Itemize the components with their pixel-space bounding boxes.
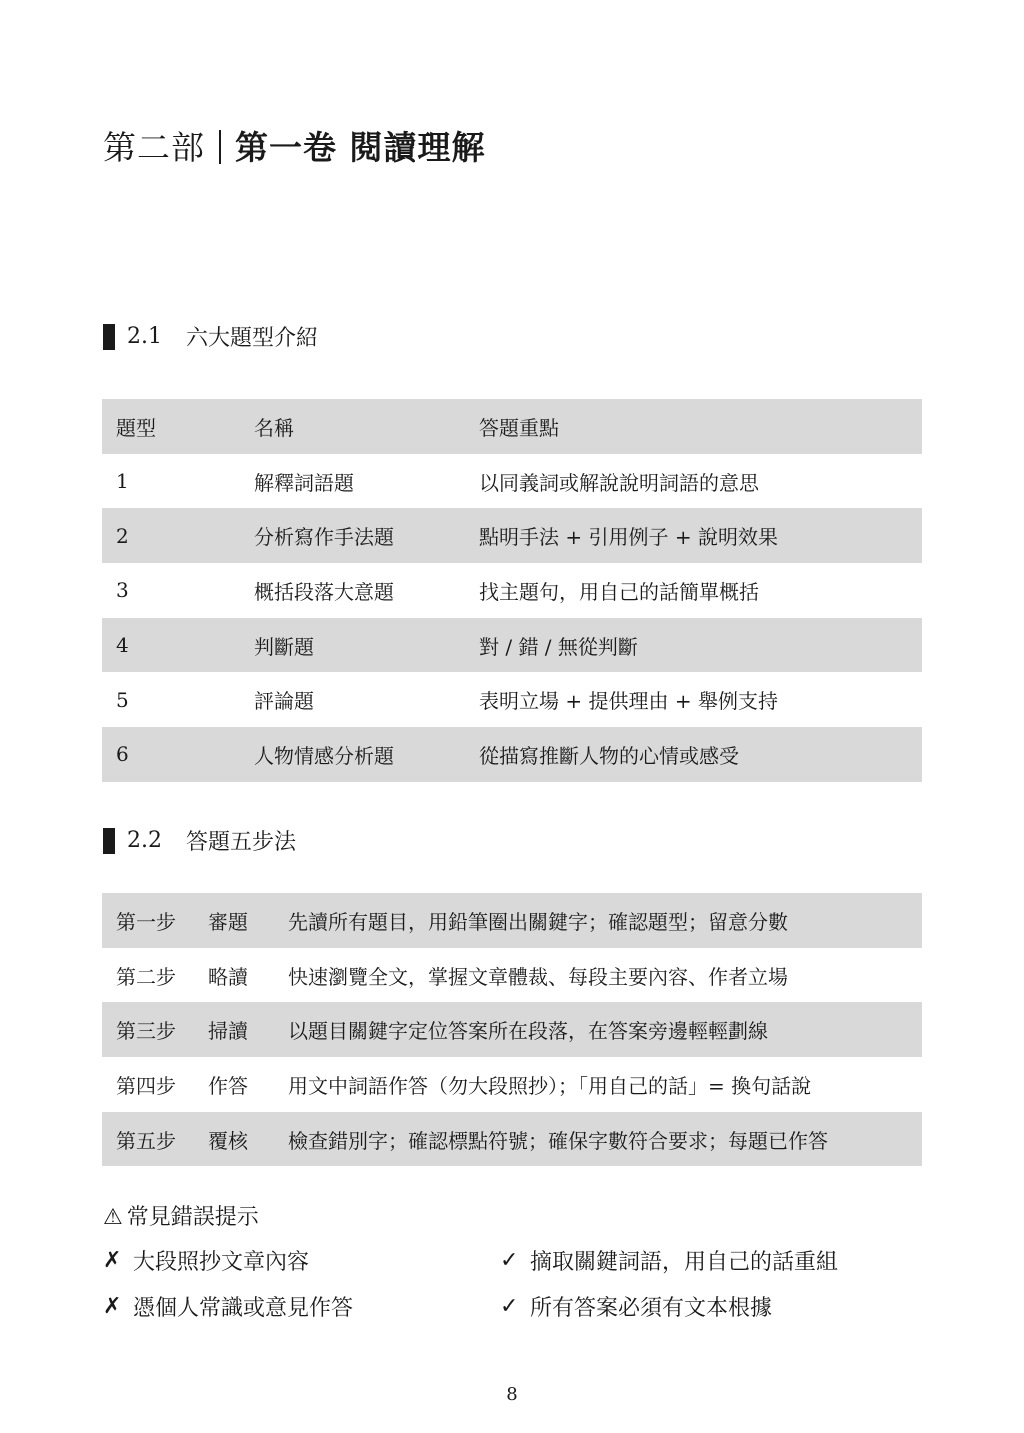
warning-icon: ⚠ bbox=[103, 1205, 123, 1230]
header-name: 名稱 bbox=[254, 415, 294, 440]
cross-icon: ✗ bbox=[103, 1248, 122, 1273]
type-number: 3 bbox=[116, 578, 129, 603]
tips-title bbox=[103, 1200, 259, 1231]
section-marker bbox=[103, 828, 115, 854]
step-label: 第五步 bbox=[116, 1128, 176, 1153]
step-label: 第一步 bbox=[116, 909, 176, 934]
step-description: 先讀所有題目，用鉛筆圈出關鍵字；確認題型；留意分數 bbox=[288, 909, 788, 934]
right-tip bbox=[500, 1245, 838, 1276]
table-row bbox=[102, 454, 922, 509]
header-focus: 答題重點 bbox=[479, 415, 559, 440]
right-tip-text: 摘取關鍵詞語，用自己的話重組 bbox=[530, 1250, 839, 1275]
type-name: 概括段落大意題 bbox=[254, 579, 394, 604]
table-header-row bbox=[102, 399, 922, 454]
question-types-table bbox=[102, 399, 922, 782]
right-tip-text: 所有答案必須有文本根據 bbox=[530, 1296, 773, 1321]
wrong-tip-text: 大段照抄文章內容 bbox=[133, 1250, 310, 1275]
section-marker bbox=[103, 324, 115, 350]
step-name: 覆核 bbox=[208, 1128, 248, 1153]
check-icon: ✓ bbox=[500, 1294, 519, 1319]
step-name: 掃讀 bbox=[208, 1019, 248, 1044]
wrong-tip bbox=[103, 1291, 353, 1322]
type-focus: 表明立場 + 提供理由 + 舉例支持 bbox=[479, 689, 778, 714]
five-steps-table bbox=[102, 893, 922, 1166]
step-description: 檢查錯別字；確認標點符號；確保字數符合要求；每題已作答 bbox=[288, 1128, 828, 1153]
section-heading-2-2 bbox=[103, 825, 296, 856]
type-focus: 從描寫推斷人物的心情或感受 bbox=[479, 743, 739, 768]
table-row bbox=[102, 563, 922, 618]
check-icon: ✓ bbox=[500, 1248, 519, 1273]
type-name: 判斷題 bbox=[254, 634, 314, 659]
type-number: 2 bbox=[116, 523, 129, 548]
section-heading-2-1 bbox=[103, 321, 318, 352]
table-row bbox=[102, 893, 922, 948]
section-number: 2.1 bbox=[127, 324, 162, 349]
page-title bbox=[103, 122, 486, 169]
cross-icon: ✗ bbox=[103, 1294, 122, 1319]
step-label: 第二步 bbox=[116, 964, 176, 989]
table-row bbox=[102, 1057, 922, 1112]
step-description: 用文中詞語作答（勿大段照抄）；「用自己的話」= 換句話說 bbox=[288, 1073, 812, 1098]
header-type: 題型 bbox=[116, 415, 156, 440]
page-title-part: 第二部 bbox=[103, 128, 205, 167]
type-name: 人物情感分析題 bbox=[254, 743, 394, 768]
section-title: 六大題型介紹 bbox=[186, 326, 319, 351]
tips-title-text: 常見錯誤提示 bbox=[126, 1205, 259, 1230]
type-focus: 找主題句，用自己的話簡單概括 bbox=[479, 579, 759, 604]
step-name: 略讀 bbox=[208, 964, 248, 989]
type-focus: 點明手法 + 引用例子 + 說明效果 bbox=[479, 525, 778, 550]
step-name: 作答 bbox=[208, 1073, 248, 1098]
table-row bbox=[102, 948, 922, 1003]
type-number: 6 bbox=[116, 742, 129, 767]
step-name: 審題 bbox=[208, 909, 248, 934]
type-focus: 對 / 錯 / 無從判斷 bbox=[479, 634, 638, 659]
type-name: 評論題 bbox=[254, 689, 314, 714]
type-name: 解釋詞語題 bbox=[254, 470, 354, 495]
page-title-volume: 第一卷 閱讀理解 bbox=[235, 128, 486, 167]
step-description: 快速瀏覽全文，掌握文章體裁、每段主要內容、作者立場 bbox=[288, 964, 788, 989]
table-row bbox=[102, 1112, 922, 1167]
table-row bbox=[102, 618, 922, 673]
section-number: 2.2 bbox=[127, 828, 162, 853]
type-name: 分析寫作手法題 bbox=[254, 525, 394, 550]
type-number: 5 bbox=[116, 687, 129, 712]
step-description: 以題目關鍵字定位答案所在段落，在答案旁邊輕輕劃線 bbox=[288, 1019, 768, 1044]
section-title: 答題五步法 bbox=[186, 830, 297, 855]
step-label: 第四步 bbox=[116, 1073, 176, 1098]
type-number: 4 bbox=[116, 633, 129, 658]
title-separator bbox=[219, 130, 221, 164]
right-tip bbox=[500, 1291, 772, 1322]
table-row bbox=[102, 727, 922, 782]
type-number: 1 bbox=[116, 469, 129, 494]
wrong-tip bbox=[103, 1245, 309, 1276]
page-number: 8 bbox=[506, 1384, 518, 1405]
step-label: 第三步 bbox=[116, 1019, 176, 1044]
wrong-tip-text: 憑個人常識或意見作答 bbox=[133, 1296, 354, 1321]
table-row bbox=[102, 508, 922, 563]
table-row bbox=[102, 1002, 922, 1057]
type-focus: 以同義詞或解說說明詞語的意思 bbox=[479, 470, 759, 495]
table-row bbox=[102, 672, 922, 727]
